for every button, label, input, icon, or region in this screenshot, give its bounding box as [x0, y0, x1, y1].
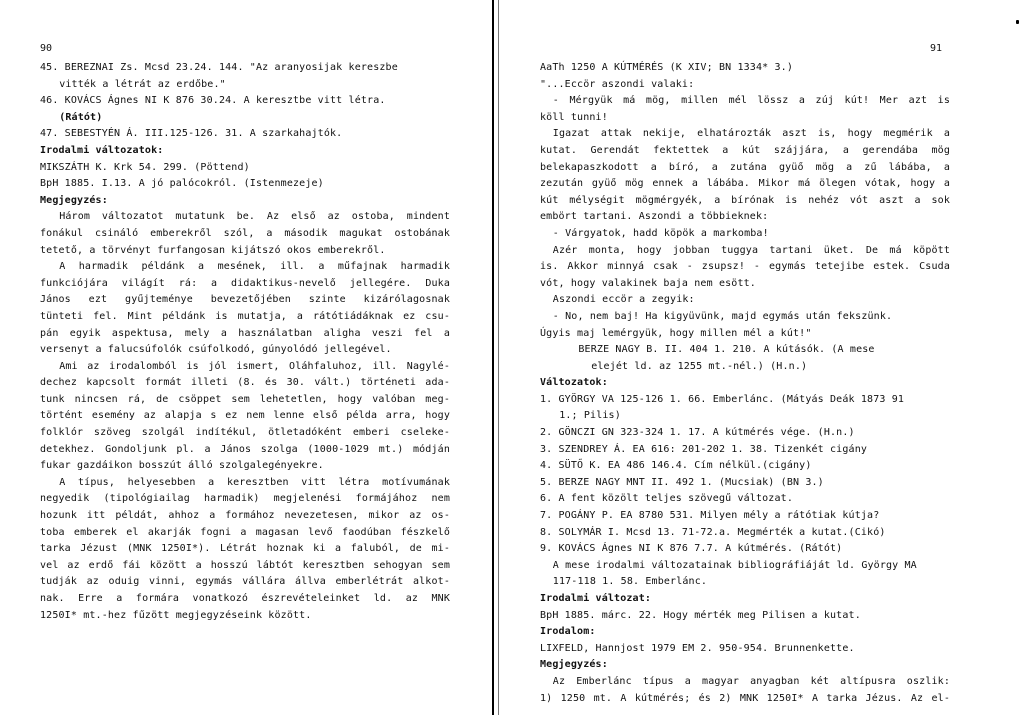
text-line: 3. SZENDREY Á. EA 616: 201-202 1. 38. Tizenkét cigány [540, 443, 868, 455]
text-line: dechez kapcsolt formát illeti (8. és 30. vált.) történeti ada- [40, 377, 450, 389]
text-line: - No, nem baj! Ha kigyüvünk, majd egymás után fekszünk. [552, 310, 893, 322]
text-line: nak. Erre a formára vonatkozó észrevételeinket ld. az MNK [40, 593, 450, 604]
text-line: zezután gyüő mög ennek a lábába. Mikor má ölegen vótak, hogy a [540, 178, 950, 190]
text-line: 2. GÖNCZI GN 323-324 1. 17. A kútmérés vége. (H.n.) [540, 427, 855, 439]
text-line: BERZE NAGY B. II. 404 1. 210. A kútásók. (A mese [578, 344, 875, 356]
text-line: funkciójára világít rá: a didaktikus-nevelő jellegére. Duka [40, 277, 450, 289]
text-line: 47. SEBESTYÉN Á. III.125-126. 31. A szarkahajtók. [40, 128, 343, 140]
book-gutter [492, 0, 494, 715]
page-number: 91 [930, 43, 943, 54]
text-line: "...Eccör aszondi valaki: [540, 78, 695, 90]
text-line: embört tartani. Aszondi a többieknek: [540, 211, 769, 223]
text-line: (Rátót) [59, 111, 103, 123]
text-line: fukar gazdáikon bosszút álló szolgalegényekre. [40, 460, 324, 472]
text-line: kutat. Gerendát fektettek a kút szájjára, a gerendába mög [540, 144, 950, 156]
book-gutter-shadow [498, 0, 499, 715]
text-line: - Várgyatok, hadd köpök a markomba! [552, 227, 769, 239]
text-line: tunk nincsen rá, de csöppet sem lehetetlen, hogy valóban meg- [40, 393, 450, 405]
text-line: kút mélységit mögmérgyék, a bírónak is nehéz vót aszt a sok [540, 194, 950, 206]
left-page-text [40, 60, 450, 624]
text-line: 5. BERZE NAGY MNT II. 492 1. (Mucsiak) (BN 3.) [540, 476, 824, 488]
text-line: 1250I* mt.-hez fűzött megjegyzéseink között. [40, 609, 312, 621]
text-line: Megjegyzés: [540, 659, 608, 671]
text-line: hozunk itt példát, ahhoz a formához nevezetesen, mikor az os- [40, 510, 450, 522]
text-line: 7. POGÁNY P. EA 8780 531. Milyen mély a rátótiak kútja? [540, 510, 880, 522]
text-line: versenyt a falucsúfolók csúfolkodó, gúnyolódó jellegével. [40, 344, 392, 356]
text-line: tarka Jézust (MNK 1250I*). Létrát hoznak ki a faluból, de mi- [40, 543, 450, 555]
text-line: Változatok: [540, 377, 608, 389]
text-line: történt esemény az alapja s ez nem lenne első példa arra, hogy [40, 410, 450, 422]
text-line: negyedik (tipológiailag harmadik) megjelenési formájához nem [40, 493, 450, 505]
text-line: tetető, a törvényt furfangosan kijátszó okos emberekről. [40, 244, 386, 256]
text-line: 45. BEREZNAI Zs. Mcsd 23.24. 144. "Az aranyosijak kereszbe [40, 62, 398, 73]
text-line: Igazat attak nekije, elhatározták aszt is, hogy megmérik a [552, 128, 950, 140]
text-line: János ezt gyűjteménye bevezetőjében szinte kizárólagosnak [40, 294, 450, 306]
text-line: BpH 1885. márc. 22. Hogy mérték meg Pilisen a kutat. [540, 609, 861, 621]
text-line: Három változatot mutatunk be. Az első az ostoba, mindent [59, 211, 450, 223]
text-line: Aszondi eccör a zegyik: [552, 294, 695, 306]
text-line: tünteti fel. Mint példánk is mutatja, a rátótiádáknak ez csu- [40, 310, 450, 322]
text-line: detekhez. Gondoljunk pl. a János szolga (1000-1029 mt.) módján [40, 443, 450, 455]
text-line: köll tunni! [540, 111, 608, 123]
text-line: fonákul csináló emberekről szól, a második magukat ostobának [40, 227, 450, 239]
text-line: LIXFELD, Hannjost 1979 EM 2. 950-954. Brunnenkette. [540, 642, 855, 654]
scan-speck [1016, 20, 1019, 24]
text-line: 1. GYÖRGY VA 125-126 1. 66. Emberlánc. (Mátyás Deák 1873 91 [540, 393, 905, 405]
text-line: is. Akkor minnyá csak - zsupsz! - egymás tetejibe estek. Csuda [540, 261, 950, 273]
text-line: 4. SÜTŐ K. EA 486 146.4. Cím nélkül.(cigány) [540, 460, 812, 472]
text-line: 46. KOVÁCS Ágnes NI K 876 30.24. A keresztbe vitt létra. [40, 95, 386, 107]
text-line: Azér monta, hogy jobban tuggya tartani üket. De má köpött [552, 244, 950, 256]
text-line: Úgyis maj lemérgyük, hogy millen mél a kút!" [540, 327, 812, 339]
right-page-text [540, 60, 950, 707]
text-line: - Mérgyük má mög, millen mél lössz a zúj kút! Mer azt is [552, 95, 950, 107]
right-page [508, 0, 1023, 715]
text-line: folklór szöveg szolgál indítékul, ötletadóként emberi cseleke- [40, 427, 450, 439]
text-line: A mese irodalmi változatainak bibliográfiáját ld. György MA [552, 559, 917, 571]
text-line: A harmadik példánk a mesének, ill. a műfajnak harmadik [59, 261, 450, 273]
text-line: AaTh 1250 A KÚTMÉRÉS (K XIV; BN 1334* 3.) [540, 62, 793, 73]
text-line: vel az erdő fái között a hosszú lábtót keresztben sehogyan sem [40, 559, 450, 571]
text-line: Megjegyzés: [40, 194, 108, 206]
text-line: 1.; Pilis) [559, 410, 621, 422]
text-line: 6. A fent közölt teljes szövegű változat. [540, 493, 793, 505]
text-line: Ami az irodalomból is jól ismert, Oláhfaluhoz, ill. Nagylé- [59, 360, 450, 372]
text-line: toba emberek el akarják fogni a magasan levő faodúban fészkelő [40, 526, 450, 538]
text-line: Irodalom: [540, 626, 596, 638]
text-line: vitték a létrát az erdőbe." [59, 78, 226, 90]
text-line: 8. SOLYMÁR I. Mcsd 13. 71-72.a. Megmérték a kutat.(Cikó) [540, 526, 886, 538]
text-line: 9. KOVÁCS Ágnes NI K 876 7.7. A kútmérés. (Rátót) [540, 543, 843, 555]
text-line: Az Emberlánc típus a magyar anyagban két altípusra oszlik: [552, 675, 950, 687]
text-line: pán egyik aspektusa, mely a használatban aligha veszi fel a [40, 327, 450, 339]
text-line: vót, hogy valakinek baja nem esött. [540, 277, 756, 289]
text-line: elejét ld. az 1255 mt.-nél.) (H.n.) [591, 360, 808, 372]
text-line: Irodalmi változat: [540, 593, 652, 604]
text-line: Irodalmi változatok: [40, 144, 164, 156]
text-line: BpH 1885. I.13. A jó palócokról. (Istenmezeje) [40, 178, 324, 190]
text-line: 1) 1250 mt. A kútmérés; és 2) MNK 1250I* A tarka Jézus. Az el- [540, 692, 950, 704]
page-number: 90 [40, 43, 53, 54]
text-line: 117-118 1. 58. Emberlánc. [552, 576, 708, 588]
text-line: belekapaszkodott a bíró, a zutána gyüő mög a zű lábába, a [540, 161, 950, 173]
text-line: tudják az oduig vinni, egymás vállára állva emberlétrát alkot- [40, 576, 450, 588]
text-line: MIKSZÁTH K. Krk 54. 299. (Pöttend) [40, 161, 250, 173]
left-page [0, 0, 498, 715]
text-line: A típus, helyesebben a keresztben vitt létra motívumának [59, 476, 450, 488]
